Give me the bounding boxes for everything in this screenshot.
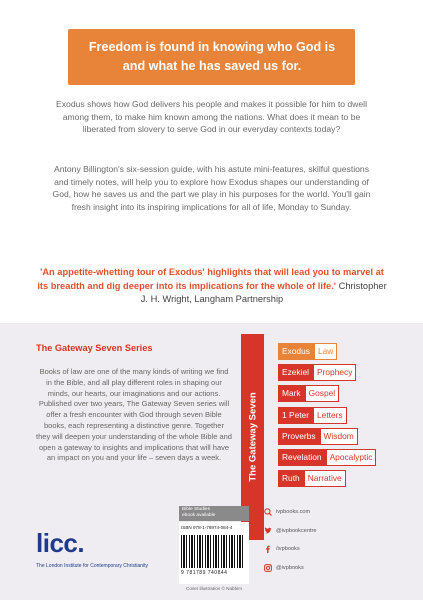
intro-paragraph-1: Exodus shows how God delivers his people and makes it possible for him to dwell among them, to make him known among the nations. What does it mean to be liberated from slovery to serve God in our everyday contexts today? (56, 99, 367, 135)
book-name: Revelation (278, 449, 326, 466)
barcode-icon (181, 535, 245, 568)
search-icon (264, 508, 272, 516)
headline-banner (68, 29, 355, 85)
book-item (278, 364, 398, 381)
book-genre: Narrative (304, 470, 346, 487)
isbn-barcode-area (179, 522, 249, 584)
cover-credit: Cover illustration © Nabbim (186, 586, 242, 591)
book-genre: Letters (313, 407, 347, 424)
book-item (278, 428, 398, 445)
category-line-2: ebook available (182, 513, 216, 518)
series-title: The Gateway Seven Series (36, 343, 153, 353)
isbn-text: ISBN 978-1-78974-084-4 (181, 525, 233, 530)
social-links (264, 506, 317, 580)
book-genre: Gospel (305, 385, 340, 402)
series-description: Books of law are one of the many kinds of writing we find in the Bible, and all play different roles in shaping our minds, our hearts, our imaginations and our actions. Published over two years, The Gateway Seven series will offer a fresh encounter with God through seven Bible books, each representing a distinctive genre. Together they will deepen your understanding of the whole Bible and open a gateway to insights and implications that will have an impact on you and your life – seven days a week. (36, 367, 232, 463)
endorsement (36, 266, 388, 307)
publisher-name: The London Institute for Contemporary Christianity (36, 563, 148, 569)
book-genre: Wisdom (320, 428, 358, 445)
facebook-icon (264, 545, 272, 553)
book-genre: Prophecy (313, 364, 356, 381)
social-website[interactable] (264, 506, 317, 518)
category-box (179, 506, 249, 521)
social-instagram[interactable] (264, 562, 317, 574)
social-facebook[interactable] (264, 543, 317, 555)
book-name: Ruth (278, 470, 304, 487)
intro-paragraph-2: Antony Billington's six-session guide, with his astute mini-features, skilful questions and timely notes, will help you to explore how Exodus shapes our understanding of God, how he saves us and the part we play in his purposes for the world. You'll gain fresh insight into its inspiring implications for all of life, Monday to Sunday. (52, 164, 371, 212)
social-text: ivpbooks.com (276, 509, 311, 515)
book-item (278, 470, 398, 487)
barcode-number: 9 781789 740844 (181, 570, 228, 576)
book-item (278, 343, 398, 360)
social-text: /ivpbooks (276, 546, 300, 553)
licc-logo: licc. (36, 528, 85, 558)
social-text: @ivpbooks (276, 564, 304, 571)
headline-text: Freedom is found in knowing who God is and what he has saved us for. (88, 40, 336, 73)
book-name: Mark (278, 385, 305, 402)
book-item (278, 449, 398, 466)
endorsement-attribution: Christopher J. H. Wright, Langham Partnership (140, 280, 387, 305)
category-line-1: Bible Studies (182, 507, 210, 512)
social-text: @ivpbookcentre (276, 527, 317, 534)
series-vertical-label: The Gateway Seven (247, 392, 258, 482)
series-book-list (278, 343, 398, 491)
twitter-icon (264, 527, 272, 535)
endorsement-quote: 'An appetite-whetting tour of Exodus' highlights that will lead you to marvel at its breadth and dig deeper into its implications for the whole of life.' (37, 267, 384, 291)
book-name: Ezekiel (278, 364, 313, 381)
instagram-icon (264, 564, 272, 572)
social-twitter[interactable] (264, 525, 317, 537)
book-genre: Law (314, 343, 337, 360)
book-name: Exodus (278, 343, 314, 360)
book-name: Proverbs (278, 428, 320, 445)
category-label (182, 507, 215, 519)
book-item (278, 385, 398, 402)
book-name: 1 Peter (278, 407, 313, 424)
series-panel (0, 323, 423, 600)
book-item (278, 407, 398, 424)
book-genre: Apocalyptic (326, 449, 377, 466)
